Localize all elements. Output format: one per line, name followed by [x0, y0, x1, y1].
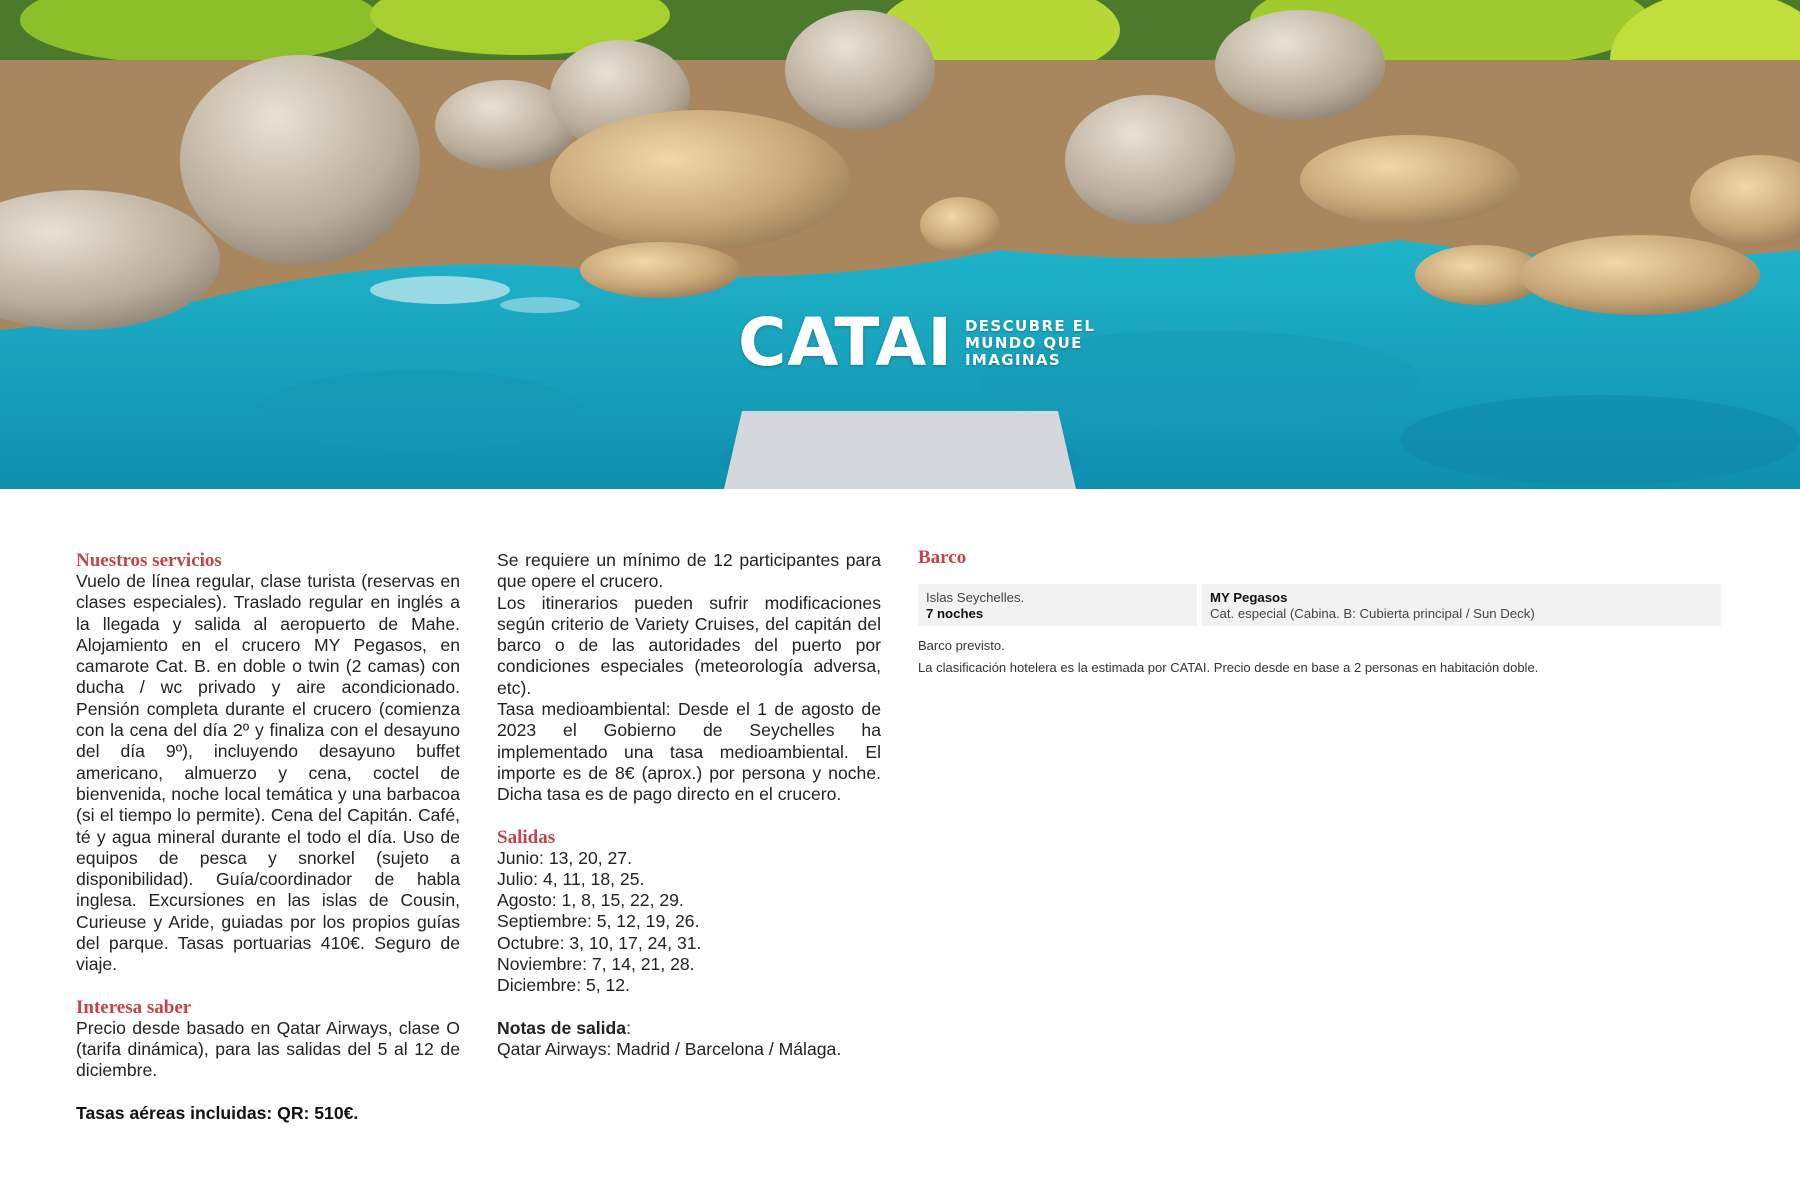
- services-text: Vuelo de línea regular, clase turista (reservas en clases especiales). Traslado regular en inglés a la llegada y salida al aeropuerto de Mahe. Alojamiento en el crucero MY Pegasos, en camarote Cat. B. en doble o twin (2 camas) con ducha / wc privado y aire acondicionado. Pensión completa durante el crucero (comienza con la cena del día 2º y finaliza con el desayuno del día 9º), incluyendo desayuno buffet americano, almuerzo y cena, coctel de bienvenida, noche local temática y una barbacoa (si el tiempo lo permite). Cena del Capitán. Café, té y agua mineral durante el todo el día. Uso de equipos de pesca y snorkel (sujeto a disponibilidad). Guía/coordinador de habla inglesa. Excursiones en las islas de Cousin, Curieuse y Aride, guiadas por los propios guías del parque. Tasas portuarias 410€. Seguro de viaje.: [76, 571, 460, 975]
- gray-tab-shape: [724, 411, 1076, 489]
- notas-title: Notas de salida: [497, 1017, 627, 1038]
- tagline-line: IMAGINAS: [964, 350, 1062, 369]
- ship-table-cell-ship: [1202, 584, 1721, 626]
- list-item: Octubre: 3, 10, 17, 24, 31.: [497, 932, 702, 953]
- heading-interesa-saber: Interesa saber: [76, 996, 192, 1018]
- heading-barco: Barco: [918, 547, 967, 568]
- ship-table-cell-route: [918, 584, 1197, 626]
- ship-nights: 7 noches: [926, 605, 984, 621]
- ship-location: Islas Seychelles.: [926, 590, 1025, 605]
- hero-banner: [0, 0, 1800, 489]
- list-item: Julio: 4, 11, 18, 25.: [497, 868, 645, 889]
- list-item: Diciembre: 5, 12.: [497, 975, 630, 996]
- tasas-aereas: Tasas aéreas incluidas: QR: 510€.: [76, 1102, 359, 1123]
- ship-table: [918, 584, 1721, 626]
- catai-logo: [738, 304, 1096, 381]
- environmental-tax-text: Tasa medioambiental: Desde el 1 de agosto de 2023 el Gobierno de Seychelles ha implementado una tasa medioambiental. El importe es de 8€ (aprox.) por persona y noche. Dicha tasa es de pago directo en el crucero.: [497, 699, 881, 805]
- ship-note: Barco previsto.: [918, 638, 1005, 653]
- ship-cabin: Cat. especial (Cabina. B: Cubierta principal / Sun Deck): [1210, 605, 1535, 621]
- ship-name: MY Pegasos: [1210, 590, 1288, 605]
- tagline-line: MUNDO QUE: [964, 333, 1083, 352]
- logo-tagline: [965, 318, 1095, 369]
- classification-note: La clasificación hotelera es la estimada por CATAI. Precio desde en base a 2 personas en habitación doble.: [918, 660, 1539, 675]
- logo-wordmark: CATAI: [738, 304, 953, 381]
- minimum-participants-text: Se requiere un mínimo de 12 participantes para que opere el crucero.: [497, 550, 881, 592]
- column-ship: [918, 547, 1721, 675]
- heading-nuestros-servicios: Nuestros servicios: [76, 550, 222, 571]
- departure-notes-text: Qatar Airways: Madrid / Barcelona / Málaga.: [497, 1038, 842, 1059]
- itinerary-changes-text: Los itinerarios pueden sufrir modificaciones según criterio de Variety Cruises, del capitán del barco o de las autoridades del puerto por condiciones especiales (meteorología adversa, etc).: [497, 592, 881, 698]
- tagline-line: DESCUBRE EL: [964, 316, 1096, 335]
- departure-notes-heading: Notas de salida:: [497, 1017, 631, 1038]
- departures-list: [497, 848, 881, 997]
- list-item: Septiembre: 5, 12, 19, 26.: [497, 911, 700, 932]
- column-conditions: [497, 550, 881, 1060]
- heading-salidas: Salidas: [497, 826, 556, 848]
- list-item: Junio: 13, 20, 27.: [497, 847, 632, 868]
- list-item: Agosto: 1, 8, 15, 22, 29.: [497, 890, 684, 911]
- column-services: [76, 550, 460, 1124]
- list-item: Noviembre: 7, 14, 21, 28.: [497, 954, 695, 975]
- interesa-text: Precio desde basado en Qatar Airways, clase O (tarifa dinámica), para las salidas del 5 al 12 de diciembre.: [76, 1017, 460, 1081]
